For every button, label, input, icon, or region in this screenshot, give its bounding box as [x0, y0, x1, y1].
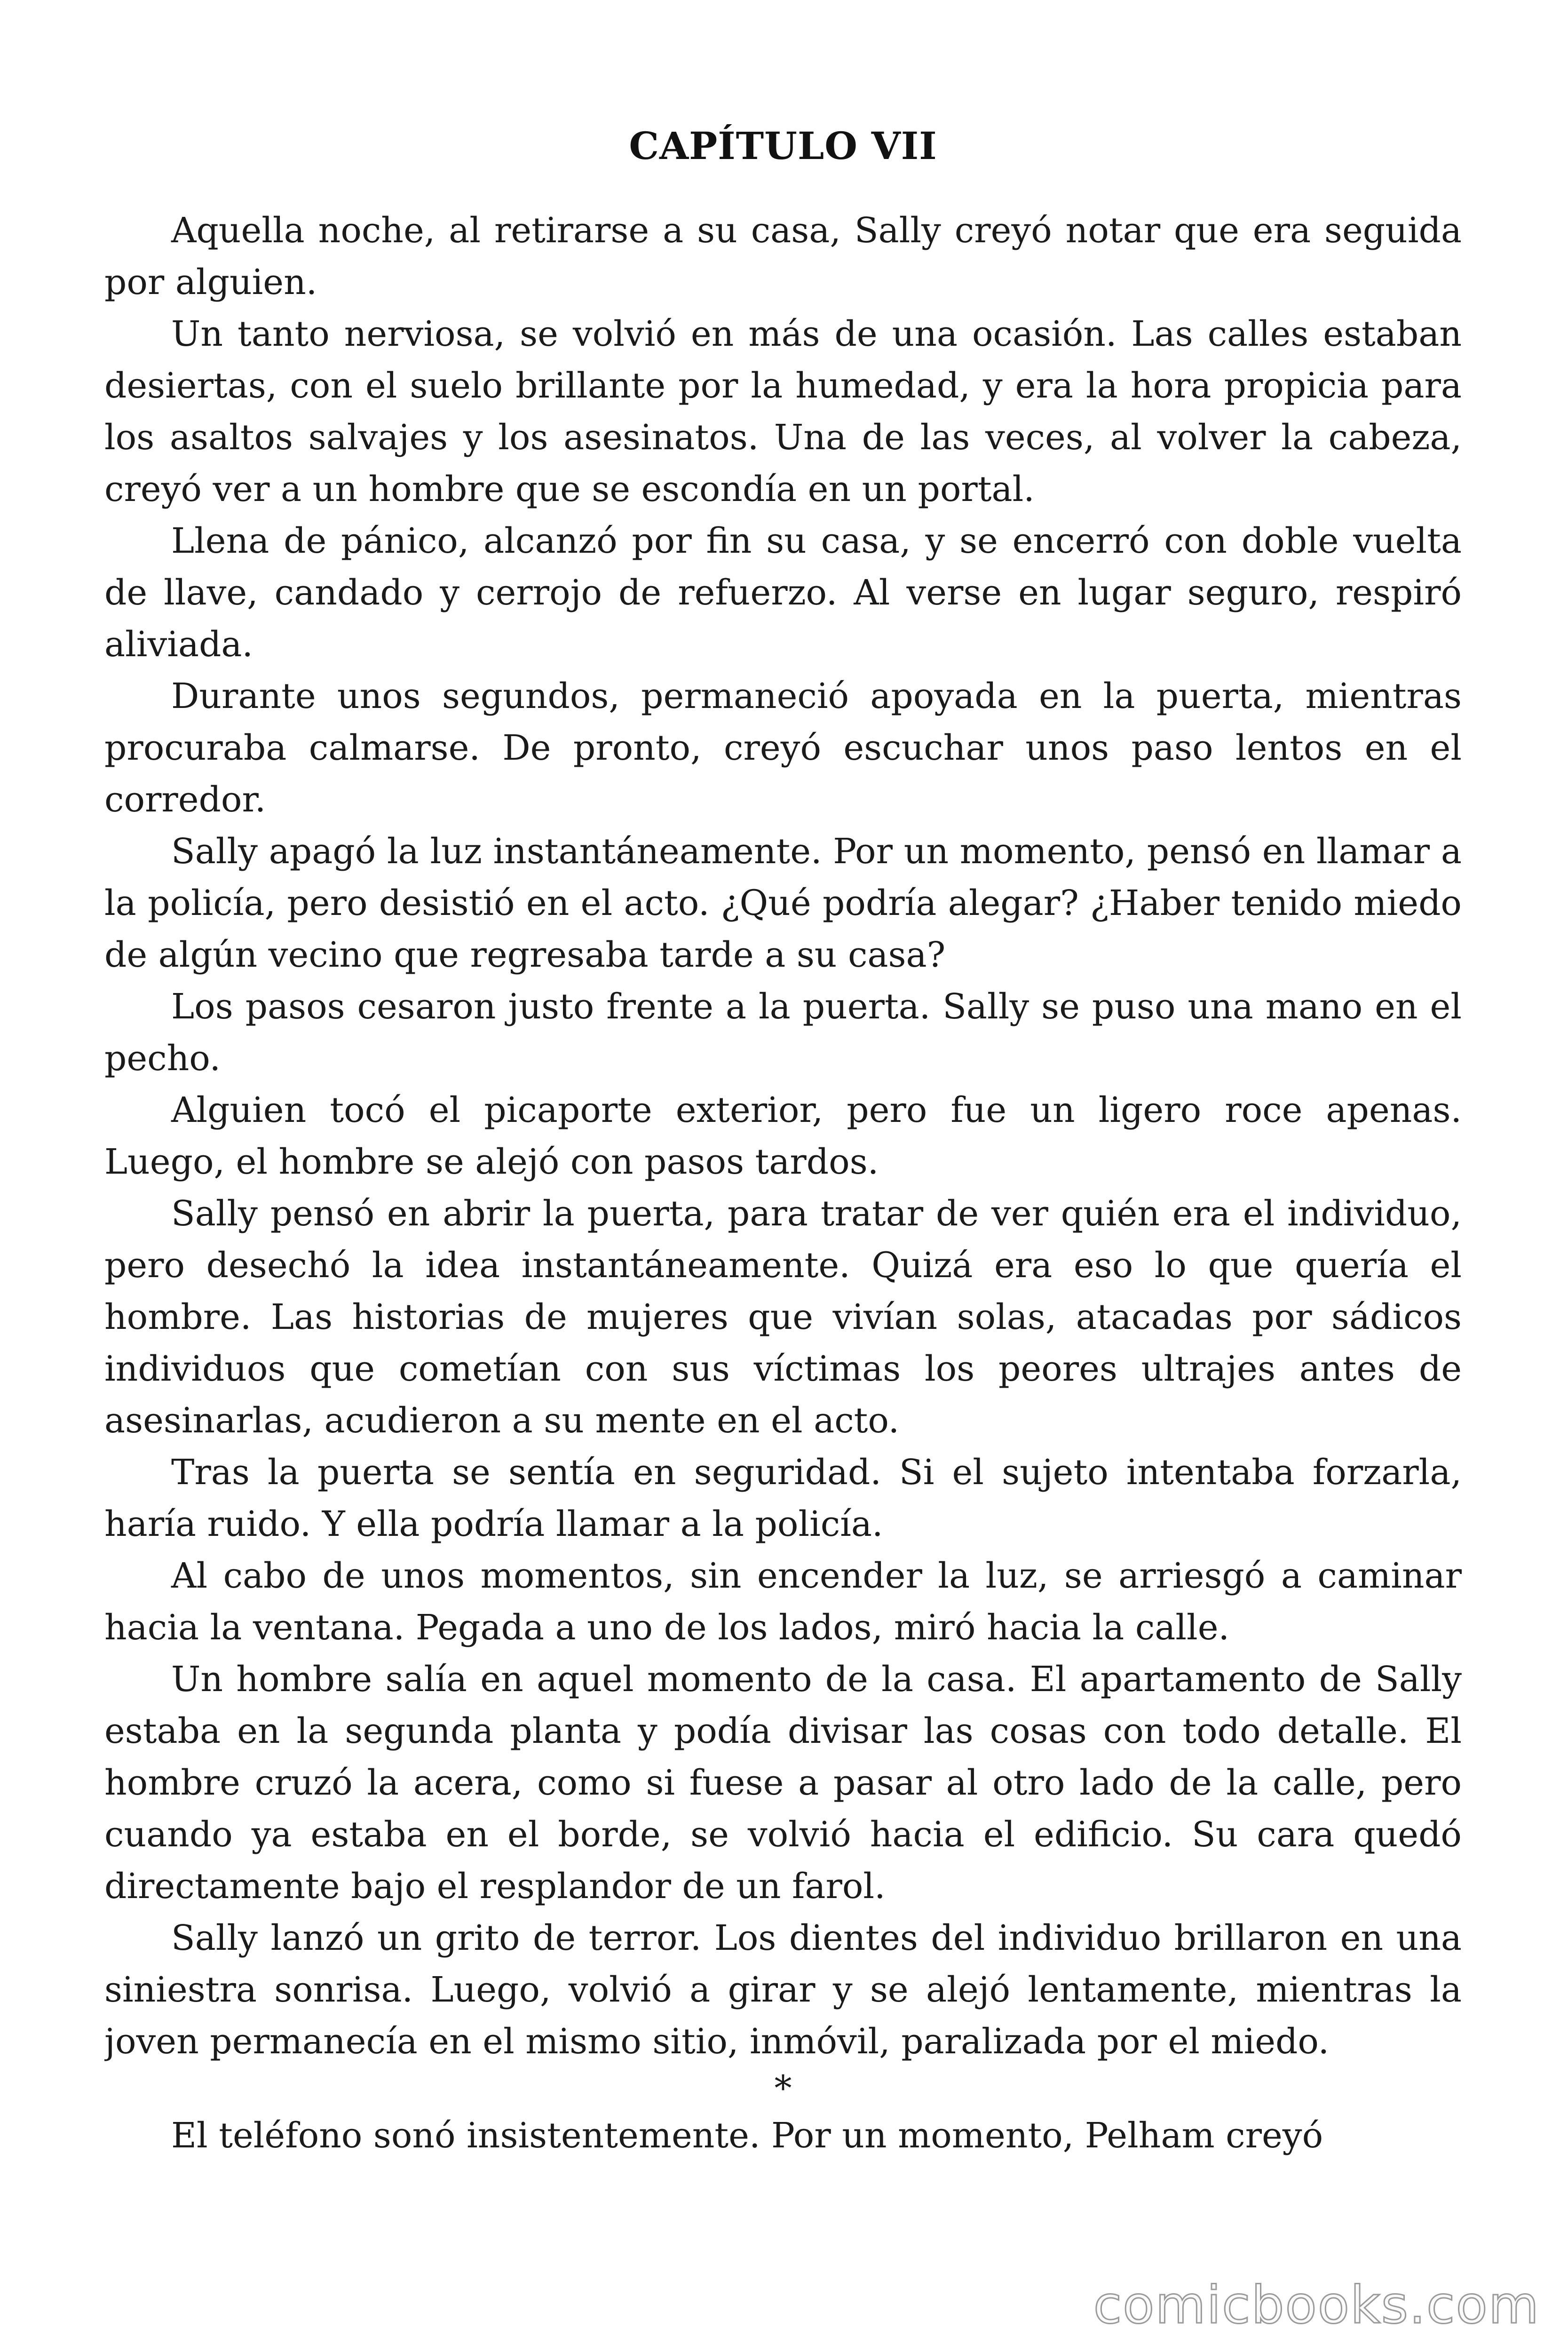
- section-separator: *: [774, 2068, 792, 2109]
- paragraph: Alguien tocó el picaporte exterior, pero fue un ligero roce apenas. Luego, el hombre se alejó con pasos tardos.: [104, 1090, 1462, 1182]
- paragraph: Llena de pánico, alcanzó por fin su casa, y se encerró con doble vuelta de llave, candado y cerrojo de refuerzo. Al verse en lugar seguro, respiró aliviada.: [104, 521, 1462, 665]
- paragraph: Un hombre salía en aquel momento de la casa. El apartamento de Sally estaba en la segunda planta y podía divisar las cosas con todo detalle. El hombre cruzó la acera, como si fuese a pasar al otro lado de la calle, pero cuando ya estaba en el borde, se volvió hacia el edificio. Su cara quedó directamente bajo el resplandor de un farol.: [104, 1659, 1462, 1907]
- book-page: [104, 120, 1462, 2352]
- paragraph: Durante unos segundos, permaneció apoyada en la puerta, mientras procuraba calmarse. De pronto, creyó escuchar unos paso lentos en el corredor.: [104, 676, 1462, 820]
- watermark-logo: comicbooks.com: [1093, 2275, 1540, 2335]
- paragraph: Tras la puerta se sentía en seguridad. Si el sujeto intentaba forzarla, haría ruido. Y ella podría llamar a la policía.: [104, 1452, 1462, 1544]
- paragraph: Sally lanzó un grito de terror. Los dientes del individuo brillaron en una siniestra sonrisa. Luego, volvió a girar y se alejó lentamente, mientras la joven permanecía en el mismo sitio, inmóvil, paralizada por el miedo.: [104, 1918, 1462, 2062]
- chapter-title: CAPÍTULO VII: [629, 124, 937, 168]
- final-paragraph: El teléfono sonó insistentemente. Por un momento, Pelham creyó: [171, 2115, 1323, 2156]
- paragraph: Al cabo de unos momentos, sin encender la luz, se arriesgó a caminar hacia la ventana. Pegada a uno de los lados, miró hacia la calle.: [104, 1556, 1462, 1648]
- paragraph: Sally pensó en abrir la puerta, para tratar de ver quién era el individuo, pero desechó la idea instantáneamente. Quizá era eso lo que quería el hombre. Las historias de mujeres que vivían solas, atacadas por sádicos individuos que cometían con sus víctimas los peores ultrajes antes de asesinarlas, acudieron a su mente en el acto.: [104, 1193, 1462, 1441]
- paragraph: Aquella noche, al retirarse a su casa, Sally creyó notar que era seguida por alguien.: [104, 210, 1462, 302]
- paragraph: Los pasos cesaron justo frente a la puerta. Sally se puso una mano en el pecho.: [104, 986, 1462, 1079]
- paragraph: Un tanto nerviosa, se volvió en más de una ocasión. Las calles estaban desiertas, con el suelo brillante por la humedad, y era la hora propicia para los asaltos salvajes y los asesinatos. Una de las veces, al volver la cabeza, creyó ver a un hombre que se escondía en un portal.: [104, 314, 1462, 509]
- paragraph: Sally apagó la luz instantáneamente. Por un momento, pensó en llamar a la policía, pero desistió en el acto. ¿Qué podría alegar? ¿Haber tenido miedo de algún vecino que regresaba tarde a su casa?: [104, 831, 1462, 975]
